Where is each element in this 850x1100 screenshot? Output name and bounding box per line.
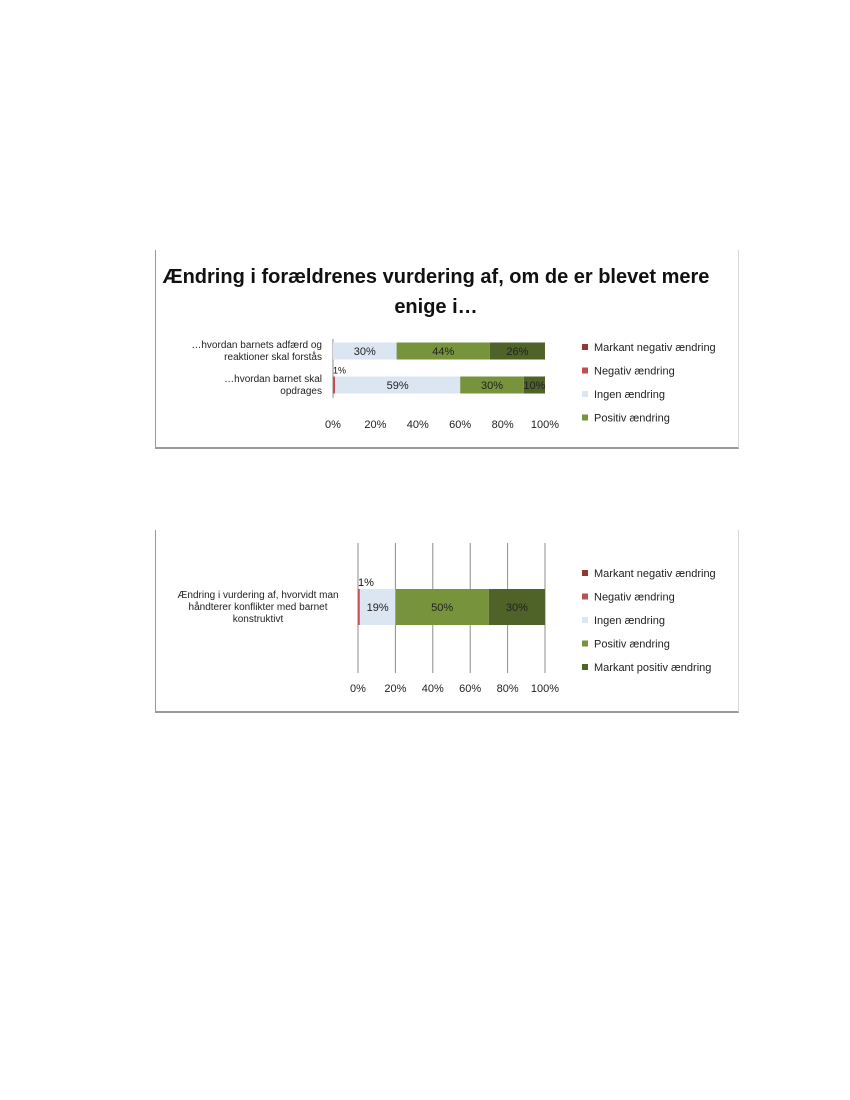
legend-swatch [582, 617, 588, 623]
category-label: håndterer konflikter med barnet [188, 602, 328, 613]
data-label: 10% [523, 380, 546, 392]
x-tick-label: 40% [421, 683, 444, 695]
x-tick-label: 100% [530, 683, 560, 695]
x-tick-label: 0% [350, 683, 366, 695]
data-label: 26% [506, 346, 529, 358]
x-tick-label: 60% [459, 683, 482, 695]
category-label: …hvordan barnet skal [224, 374, 322, 385]
x-tick-label: 80% [496, 683, 519, 695]
legend-swatch [582, 664, 588, 670]
legend-label: Markant negativ ændring [594, 568, 716, 580]
legend-swatch [582, 368, 588, 374]
legend-label: Markant negativ ændring [594, 342, 716, 354]
legend-swatch [582, 641, 588, 647]
data-label: 19% [366, 602, 389, 614]
data-label: 30% [353, 346, 376, 358]
bar-segment [358, 589, 360, 625]
data-label: 1% [333, 365, 347, 376]
category-label: opdrages [280, 386, 322, 397]
x-tick-label: 60% [449, 419, 472, 431]
data-label: 30% [505, 602, 528, 614]
legend-label: Positiv ændring [594, 638, 670, 651]
chart-1 [155, 250, 739, 449]
category-label: konstruktivt [232, 614, 284, 625]
chart-2-plot [156, 530, 738, 711]
data-label: 1% [358, 577, 374, 589]
x-tick-label: 100% [530, 419, 560, 431]
legend-swatch [582, 344, 588, 350]
x-tick-label: 20% [384, 683, 407, 695]
data-label: 44% [432, 346, 455, 358]
legend-swatch [582, 415, 588, 421]
legend-label: Ingen ændring [594, 389, 665, 401]
legend-swatch [582, 391, 588, 397]
data-label: 59% [386, 380, 409, 392]
chart-2 [155, 530, 739, 713]
category-label: reaktioner skal forstås [224, 352, 322, 363]
legend-label: Markant positiv ændring [594, 662, 712, 674]
x-tick-label: 40% [406, 419, 429, 431]
legend-swatch [582, 570, 588, 576]
chart-1-plot [156, 250, 738, 447]
category-label: Ændring i vurdering af, hvorvidt man [177, 590, 339, 601]
chart-title: Ændring i forældrenes vurdering af, om de er blevet mere enige i… [162, 266, 710, 318]
category-label: …hvordan barnets adfærd og [191, 340, 322, 351]
legend-swatch [582, 594, 588, 600]
x-tick-label: 20% [364, 419, 387, 431]
bar-segment [333, 377, 335, 394]
x-tick-label: 80% [491, 419, 514, 431]
legend-label: Negativ ændring [594, 365, 675, 378]
data-label: 30% [480, 380, 504, 392]
legend-label: Negativ ændring [594, 591, 675, 604]
legend-label: Positiv ændring [594, 412, 670, 425]
legend-label: Ingen ændring [594, 615, 665, 627]
x-tick-label: 0% [325, 419, 341, 431]
data-label: 50% [431, 602, 454, 614]
